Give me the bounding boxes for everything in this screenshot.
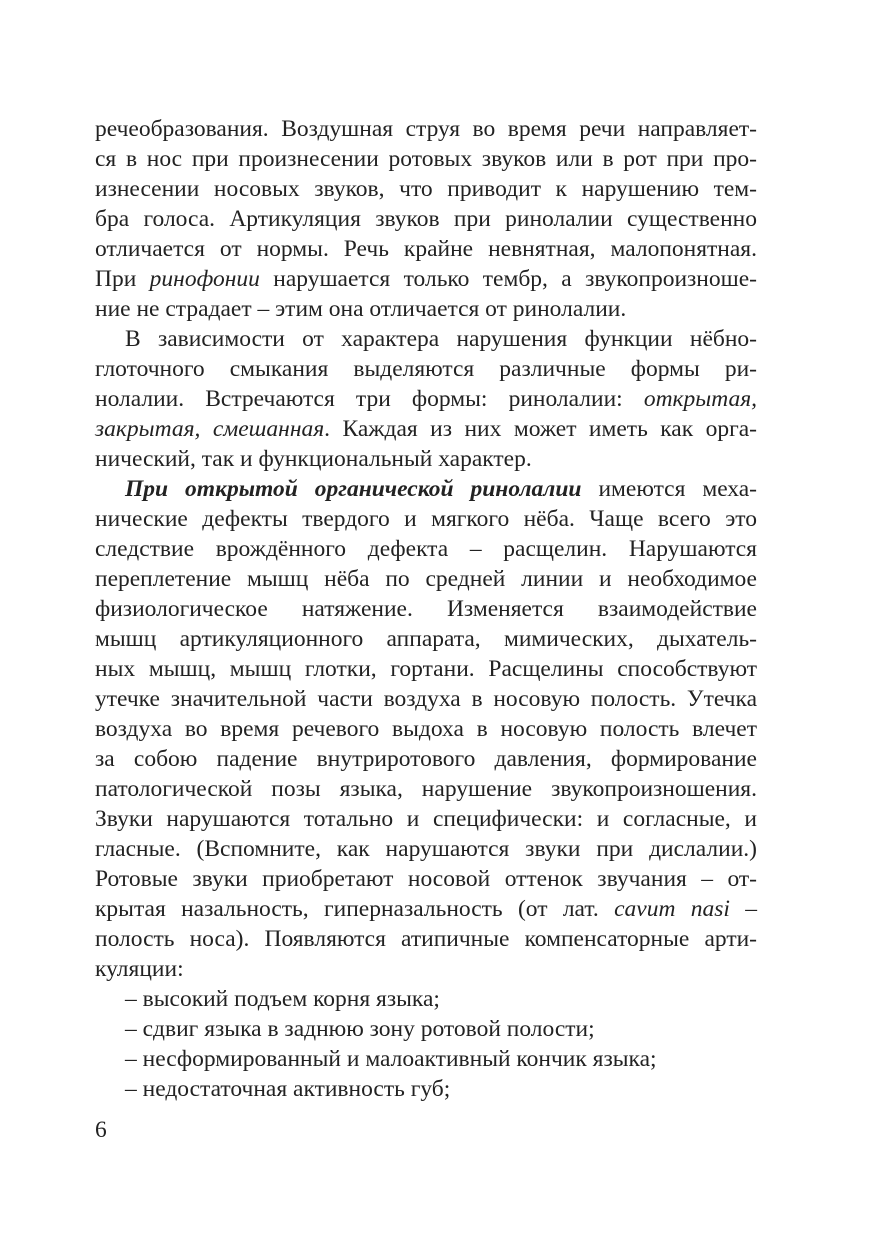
text-line — [95, 594, 757, 624]
text-line — [95, 384, 757, 414]
text-line — [95, 414, 757, 444]
text-run: ся в нос при произнесении ротовых звуков или в рот при про- — [95, 146, 757, 172]
text-line — [95, 864, 757, 894]
text-run: гласные. (Вспомните, как нарушаются звуки при дислалии.) — [95, 836, 757, 862]
emphasized-text: ринофонии — [149, 266, 260, 292]
text-line — [95, 204, 757, 234]
text-line — [95, 504, 757, 534]
page-body-text — [95, 114, 757, 1104]
emphasized-text: закрытая, смешанная — [95, 416, 325, 442]
text-run: – — [729, 896, 758, 922]
text-run: ных мышц, мышц глотки, гортани. Расщелины способствуют — [95, 656, 757, 682]
text-line — [95, 474, 757, 504]
text-line — [95, 444, 757, 474]
text-line — [95, 714, 757, 744]
text-line — [95, 264, 757, 294]
text-run: отличается от нормы. Речь крайне невнятная, малопонятная. — [95, 236, 757, 262]
text-run: переплетение мышц нёба по средней линии и необходимое — [95, 566, 757, 592]
text-line — [95, 804, 757, 834]
text-line — [95, 114, 757, 144]
text-line — [95, 294, 757, 324]
text-run: мышц артикуляционного аппарата, мимических, дыхатель- — [95, 626, 757, 652]
text-line — [95, 174, 757, 204]
text-run: следствие врождённого дефекта – расщелин. Нарушаются — [95, 536, 757, 562]
text-run: бра голоса. Артикуляция звуков при ринолалии существенно — [95, 206, 757, 232]
text-run: – несформированный и малоактивный кончик языка; — [125, 1046, 657, 1072]
list-item — [95, 1044, 757, 1074]
text-run: речеобразования. Воздушная струя во время речи направляет- — [95, 116, 757, 142]
text-run: крытая назальность, гиперназальность (от лат. — [95, 896, 615, 922]
text-line — [95, 924, 757, 954]
text-run: ние не страдает – этим она отличается от ринолалии. — [95, 296, 627, 322]
text-line — [95, 534, 757, 564]
text-run: глоточного смыкания выделяются различные формы ри- — [95, 356, 757, 382]
text-line — [95, 144, 757, 174]
text-run: Ротовые звуки приобретают носовой оттенок звучания – от- — [95, 866, 757, 892]
text-line — [95, 894, 757, 924]
emphasized-text: cavum nasi — [614, 896, 730, 922]
emphasized-text: открытая, — [643, 386, 757, 412]
text-run: полость носа). Появляются атипичные компенсаторные арти- — [95, 926, 757, 952]
text-run: патологической позы языка, нарушение звукопроизношения. — [95, 776, 757, 802]
text-run: нический, так и функциональный характер. — [95, 446, 532, 472]
text-run: за собою падение внутриротового давления, формирование — [95, 746, 757, 772]
list-item — [95, 1014, 757, 1044]
text-run: В зависимости от характера нарушения функции нёбно- — [125, 326, 757, 352]
text-run: изнесении носовых звуков, что приводит к нарушению тем- — [95, 176, 757, 202]
text-line — [95, 684, 757, 714]
text-run: нарушается только тембр, а звукопроизноше- — [259, 266, 757, 292]
text-line — [95, 354, 757, 384]
emphasized-text: При открытой органической ринолалии — [125, 476, 582, 502]
text-line — [95, 234, 757, 264]
text-run: нолалии. Встречаются три формы: ринолалии: — [95, 386, 644, 412]
list-item — [95, 984, 757, 1014]
text-line — [95, 654, 757, 684]
text-run: физиологическое натяжение. Изменяется взаимодействие — [95, 596, 757, 622]
text-line — [95, 954, 757, 984]
page-number: 6 — [95, 1117, 107, 1143]
text-line — [95, 834, 757, 864]
text-run: имеются меха- — [581, 476, 758, 502]
text-line — [95, 744, 757, 774]
text-run: нические дефекты твердого и мягкого нёба. Чаще всего это — [95, 506, 757, 532]
list-item — [95, 1074, 757, 1104]
text-run: Звуки нарушаются тотально и специфически: и согласные, и — [95, 806, 757, 832]
text-line — [95, 774, 757, 804]
text-run: – высокий подъем корня языка; — [125, 986, 440, 1012]
text-run: При — [95, 266, 150, 292]
text-run: . Каждая из них может иметь как орга- — [324, 416, 757, 442]
text-line — [95, 624, 757, 654]
text-run: утечке значительной части воздуха в носовую полость. Утечка — [95, 686, 757, 712]
text-run: – недостаточная активность губ; — [125, 1076, 451, 1102]
text-line — [95, 324, 757, 354]
text-line — [95, 564, 757, 594]
text-run: куляции: — [95, 956, 184, 982]
text-run: воздуха во время речевого выдоха в носовую полость влечет — [95, 716, 757, 742]
text-run: – сдвиг языка в заднюю зону ротовой полости; — [125, 1016, 595, 1042]
